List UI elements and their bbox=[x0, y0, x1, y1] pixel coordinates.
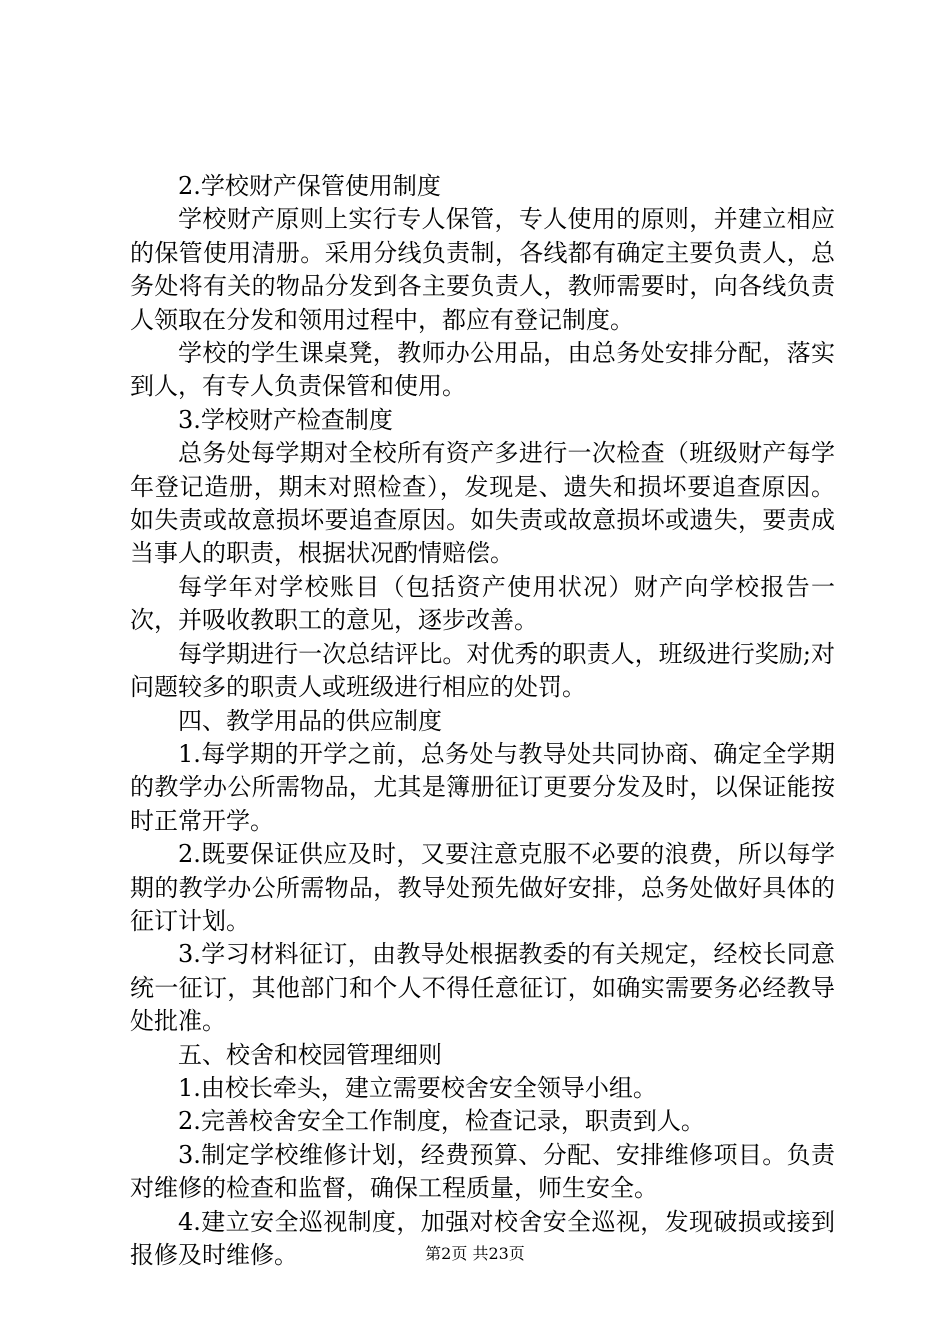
page-footer: 第2页 共23页 bbox=[425, 1244, 525, 1263]
body-paragraph: 学校的学生课桌凳，教师办公用品，由总务处安排分配，落实到人，有专人负责保管和使用。 bbox=[130, 339, 835, 401]
body-paragraph: 3.学习材料征订，由教导处根据教委的有关规定，经校长同意统一征订，其他部门和个人不得任意征订，如确实需要务必经教导处批准。 bbox=[130, 940, 835, 1036]
document-body bbox=[130, 170, 835, 1272]
section-heading: 2.学校财产保管使用制度 bbox=[178, 172, 441, 200]
body-paragraph: 每学期进行一次总结评比。对优秀的职责人，班级进行奖励;对问题较多的职责人或班级进行相应的处罚。 bbox=[130, 639, 835, 702]
body-paragraph: 1.由校长牵头，建立需要校舍安全领导小组。 bbox=[178, 1073, 657, 1102]
body-paragraph: 总务处每学期对全校所有资产多进行一次检查（班级财产每学年登记造册，期末对照检查），发现是、遗失和损坏要追查原因。如失责或故意损坏要追查原因。如失责或故意损坏或遗失，要责成当事人的职责，根据状况酌情赔偿。 bbox=[130, 439, 835, 568]
body-paragraph: 每学年对学校账目（包括资产使用状况）财产向学校报告一次，并吸收教职工的意见，逐步改善。 bbox=[130, 572, 835, 635]
body-paragraph: 4.建立安全巡视制度，加强对校舍安全巡视，发现破损或接到报修及时维修。 bbox=[130, 1207, 835, 1269]
section-heading: 五、校舍和校园管理细则 bbox=[178, 1040, 442, 1069]
body-paragraph: 2.完善校舍安全工作制度，检查记录，职责到人。 bbox=[178, 1107, 705, 1136]
body-paragraph: 3.制定学校维修计划，经费预算、分配、安排维修项目。负责对维修的检查和监督，确保工程质量，师生安全。 bbox=[130, 1140, 835, 1203]
section-heading: 四、教学用品的供应制度 bbox=[178, 706, 442, 735]
section-heading: 3.学校财产检查制度 bbox=[178, 405, 393, 434]
body-paragraph: 2.既要保证供应及时，又要注意克服不必要的浪费，所以每学期的教学办公所需物品，教导处预先做好安排，总务处做好具体的征订计划。 bbox=[130, 840, 835, 935]
body-paragraph: 学校财产原则上实行专人保管，专人使用的原则，并建立相应的保管使用清册。采用分线负责制，各线都有确定主要负责人，总务处将有关的物品分发到各主要负责人，教师需要时，向各线负责人领取在分发和领用过程中，都应有登记制度。 bbox=[130, 205, 835, 334]
body-paragraph: 1.每学期的开学之前，总务处与教导处共同协商、确定全学期的教学办公所需物品，尤其是簿册征订更要分发及时，以保证能按时正常开学。 bbox=[130, 739, 835, 835]
